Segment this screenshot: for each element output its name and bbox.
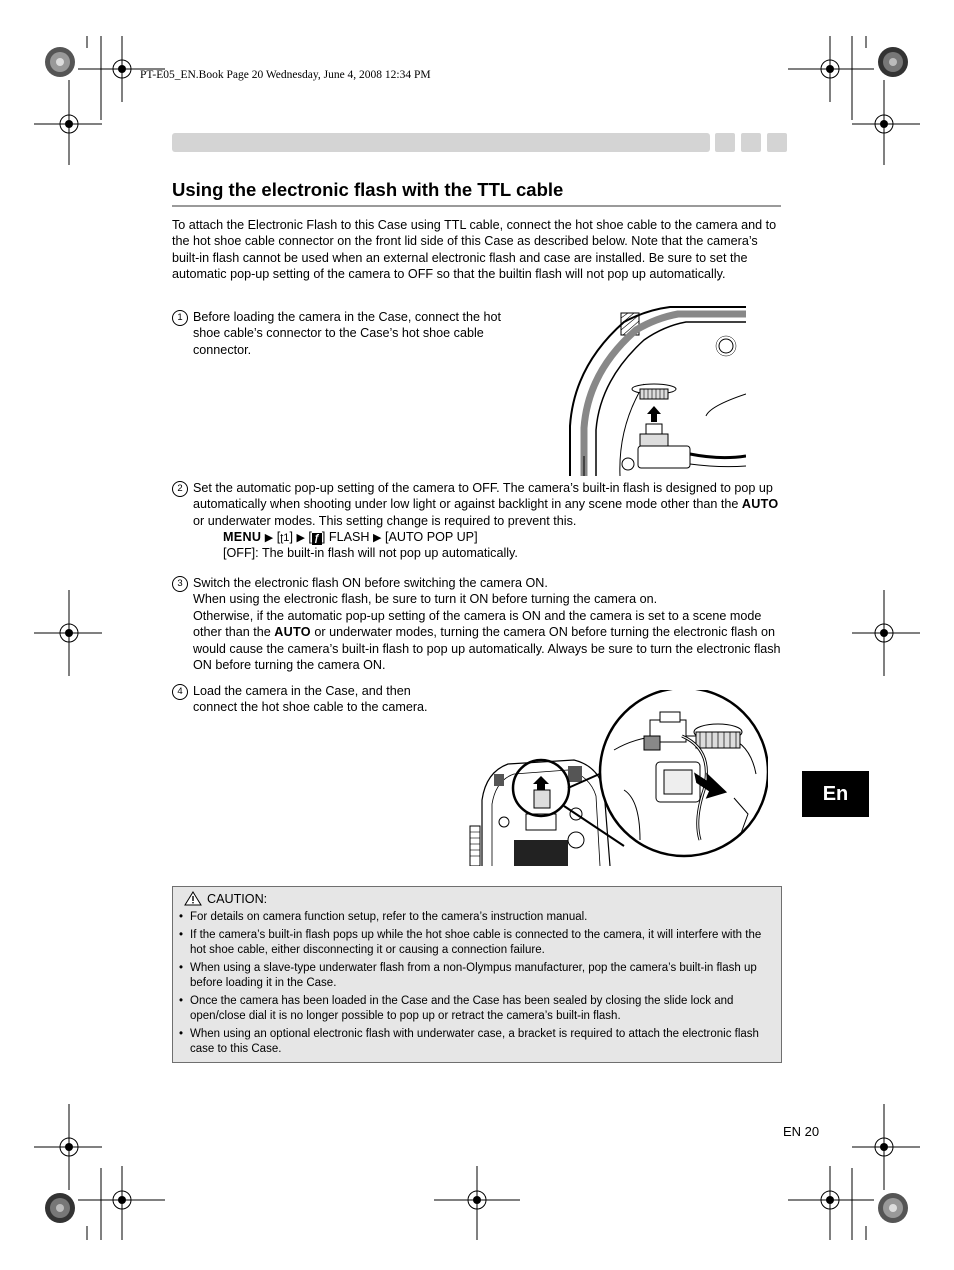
page-number: EN 20 [783, 1124, 820, 1139]
caution-title: CAUTION: [207, 891, 268, 906]
play-arrow-icon: ▶ [373, 532, 382, 544]
step-4-text: Load the camera in the Case, and then connect the hot shoe cable to the camera. [193, 684, 428, 715]
flash-tab-icon: ƒ [312, 533, 322, 545]
menu-auto-pop-up: [AUTO POP UP] [384, 530, 478, 544]
caution-item: • When using an optional electronic flash with underwater case, a bracket is required to attach the electronic flash case to this Case. [178, 1027, 776, 1058]
intro-paragraph: To attach the Electronic Flash to this Case using TTL cable, connect the hot shoe cable to the camera and to the hot shoe cable connector on the front lid side of this Case as described below. Note that the camera’s built-in flash cannot be used when an external electronic flash and case are installed. Be sure to set the automatic pop-up setting of the camera to OFF so that the builtin flash will not pop up automatically. [172, 218, 777, 281]
auto-mode-label: AUTO [274, 625, 311, 640]
header-square [741, 133, 761, 152]
caution-item: • For details on camera function setup, refer to the camera’s instruction manual. [178, 910, 776, 925]
header-square [715, 133, 735, 152]
menu-flash-label: ] FLASH [321, 530, 370, 544]
step-number: 2 [172, 481, 188, 497]
caution-item: • When using a slave-type underwater flash from a non-Olympus manufacturer, pop the camera’s built-in flash up before loading it in the Case. [178, 961, 776, 992]
step-1-text: Before loading the camera in the Case, connect the hot shoe cable’s connector to the Case’s hot shoe cable connector. [193, 310, 502, 357]
caution-title-row [184, 891, 267, 906]
camera-in-case-figure [464, 690, 768, 866]
step-3-text-a: Otherwise, if the automatic pop-up setting of the camera is ON and the camera is set to a scene mode other than the [193, 609, 762, 640]
menu-label: MENU [223, 530, 262, 544]
step-number: 1 [172, 310, 188, 326]
step-2-text-a: Set the automatic pop-up setting of the camera to OFF. The camera’s built-in flash is designed to pop up automatically when shooting under low light or against backlight in any scene mode other than the [193, 481, 773, 512]
caution-list [178, 910, 776, 1060]
play-arrow-icon: ▶ [264, 532, 274, 544]
step-2-text [193, 480, 783, 529]
off-setting-text: [OFF]: The built-in flash will not pop up automatically. [223, 546, 518, 560]
play-arrow-icon: ▶ [296, 532, 305, 544]
header-bar [172, 133, 710, 152]
auto-mode-label: AUTO [741, 497, 779, 512]
step-2-text-b: or underwater modes. This setting change is required to prevent this. [193, 513, 577, 528]
step-3-line-2: When using the electronic flash, be sure to turn it ON before turning the camera on. [193, 592, 658, 606]
menu-tab-open: [ [276, 530, 281, 544]
step-number: 3 [172, 576, 188, 592]
warning-triangle-icon [184, 891, 202, 906]
menu-tab-open: [ [308, 530, 312, 544]
step-3-text [193, 608, 783, 673]
menu-path [223, 529, 478, 546]
menu-tab-close: ] [289, 530, 293, 544]
setup-tab-icon: ʈ1 [280, 532, 290, 544]
step-3-line-1: Switch the electronic flash ON before switching the camera ON. [193, 576, 548, 590]
caution-item: • Once the camera has been loaded in the Case and the Case has been sealed by closing the slide lock and open/close dial it is no longer possible to pop up or retract the camera’s built-in flash. [178, 994, 776, 1025]
page-title: Using the electronic flash with the TTL cable [172, 179, 564, 200]
case-connector-figure [560, 306, 746, 476]
language-tab: En [802, 771, 869, 817]
caution-item: • If the camera’s built-in flash pops up while the hot shoe cable is connected to the camera, it will interfere with the hot shoe cable, either disconnecting it or causing a connection failure. [178, 928, 776, 959]
print-header: PT-E05_EN.Book Page 20 Wednesday, June 4, 2008 12:34 PM [140, 69, 431, 81]
header-square [767, 133, 787, 152]
step-3-text-b: or underwater modes, turning the camera ON before turning the electronic flash on would cause the camera’s built-in flash to pop up automatically. Always be sure to turn the electronic flash ON before turning the camera ON. [193, 625, 781, 672]
step-number: 4 [172, 684, 188, 700]
title-divider [172, 205, 781, 207]
